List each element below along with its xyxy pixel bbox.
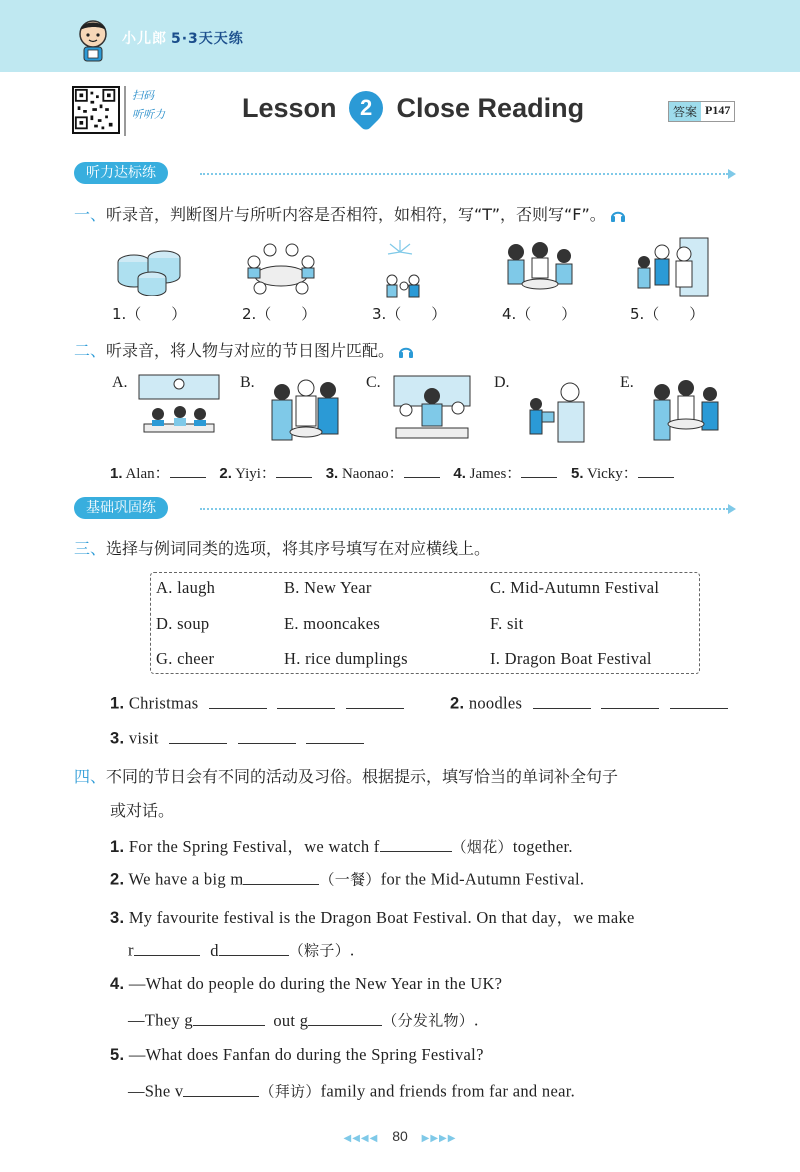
q1-answer-4[interactable]: 4.（ ） (502, 305, 577, 323)
picture-1-drums (112, 240, 190, 296)
question-2-text: 听录音，将人物与对应的节日图片匹配。 (106, 341, 395, 360)
picture-b-family-gathering (266, 374, 346, 446)
scan-to-listen[interactable] (124, 86, 176, 136)
option-b: B. New Year (284, 578, 372, 597)
question-2-prompt (74, 338, 414, 361)
picture-5-visiting-family (630, 236, 710, 298)
answer-reference (668, 101, 735, 122)
q3-item-1: 1. Christmas (110, 692, 404, 714)
answer-blank[interactable] (169, 727, 227, 744)
answer-blank[interactable] (193, 1009, 265, 1026)
question-3-number: 三、 (74, 539, 107, 558)
answer-label: 答案 (669, 102, 701, 121)
q4-sentence-3: 3. My favourite festival is the Dragon Boat Festival. On that day，we make (110, 908, 635, 927)
option-h: H. rice dumplings (284, 649, 408, 668)
right-arrows-icon: ▶▶▶▶ (421, 1133, 457, 1144)
q1-answer-3[interactable]: 3.（ ） (372, 305, 447, 323)
option-d-letter: D. (494, 374, 510, 391)
answer-blank[interactable] (243, 868, 319, 885)
answer-blank[interactable] (209, 692, 267, 709)
option-g: G. cheer (156, 649, 215, 668)
headphones-icon[interactable] (610, 208, 626, 222)
question-3-text: 选择与例词同类的选项，将其序号填写在对应横线上。 (106, 539, 491, 558)
qr-code-icon[interactable] (72, 86, 120, 134)
question-4-prompt-cont: 或对话。 (110, 801, 175, 820)
lesson-word: Lesson (242, 92, 337, 123)
answer-blank[interactable] (601, 692, 659, 709)
question-4-prompt (74, 764, 618, 787)
answer-blank[interactable] (219, 939, 289, 956)
section-basic: 基础巩固练 (74, 497, 168, 519)
divider-arrow-icon (728, 504, 736, 514)
section-listening: 听力达标练 (74, 162, 168, 184)
answer-blank[interactable] (638, 463, 674, 478)
header-wave (0, 50, 800, 90)
answer-blank[interactable] (276, 463, 312, 478)
brand-series: 5·3天天练 (171, 31, 244, 47)
option-b-letter: B. (240, 374, 255, 391)
page-title (242, 88, 584, 128)
answer-blank[interactable] (134, 939, 200, 956)
page-footer (0, 1128, 800, 1144)
match-item[interactable]: 4. James： (453, 466, 557, 482)
picture-3-fireworks (370, 238, 436, 298)
answer-blank[interactable] (670, 692, 728, 709)
headphones-icon[interactable] (398, 344, 414, 358)
picture-c-cooking (392, 374, 472, 446)
question-1-text: 听录音，判断图片与所听内容是否相符，如相符，写“T”，否则写“F”。 (106, 205, 606, 224)
q4-sentence-3-cont: r d （粽子）. (128, 940, 355, 960)
q4-sentence-5: 5. —What does Fanfan do during the Spring Festival? (110, 1045, 484, 1064)
option-c-letter: C. (366, 374, 381, 391)
question-3-prompt (74, 536, 490, 559)
section-divider (200, 173, 728, 175)
q4-sentence-4: 4. —What do people do during the New Year in the UK? (110, 974, 503, 993)
answer-blank[interactable] (404, 463, 440, 478)
q3-item-3: 3. visit (110, 727, 364, 749)
q1-answer-1[interactable]: 1.（ ） (112, 305, 187, 323)
brand-name: 小儿郎 (122, 31, 167, 47)
q4-sentence-4-answer: —They g out g （分发礼物）. (128, 1010, 479, 1030)
page-number: 80 (392, 1128, 408, 1144)
brand (122, 28, 244, 48)
option-a: A. laugh (156, 578, 216, 597)
question-1-number: 一、 (74, 205, 107, 224)
lesson-number: 2 (359, 95, 372, 120)
q1-answer-5[interactable]: 5.（ ） (630, 305, 705, 323)
answer-blank[interactable] (183, 1080, 259, 1097)
option-d: D. soup (156, 614, 210, 633)
picture-e-sharing-food (646, 374, 726, 446)
scan-line-1: 扫码 (132, 89, 154, 102)
q1-answer-2[interactable]: 2.（ ） (242, 305, 317, 323)
divider-arrow-icon (728, 169, 736, 179)
answer-blank[interactable] (308, 1009, 382, 1026)
answer-blank[interactable] (306, 727, 364, 744)
lesson-number-badge (341, 84, 389, 132)
match-item[interactable]: 2. Yiyi： (219, 466, 312, 482)
picture-2-family-dinner (240, 236, 322, 298)
answer-page: P147 (705, 103, 731, 117)
option-a-letter: A. (112, 374, 128, 391)
match-item[interactable]: 5. Vicky： (571, 466, 674, 482)
answer-blank[interactable] (380, 836, 452, 853)
answer-blank[interactable] (521, 463, 557, 478)
question-4-text: 不同的节日会有不同的活动及习俗。根据提示，填写恰当的单词补全句子 (106, 767, 619, 786)
option-c: C. Mid-Autumn Festival (490, 578, 660, 597)
left-arrows-icon: ◀◀◀◀ (343, 1133, 379, 1144)
mascot-icon (74, 18, 112, 64)
match-item[interactable]: 3. Naonao： (326, 466, 440, 482)
question-1-prompt (74, 202, 626, 225)
match-item[interactable]: 1. Alan： (110, 466, 206, 482)
scan-line-2: 听听力 (132, 108, 165, 121)
q4-sentence-2: 2. We have a big m （一餐）for the Mid-Autumn Festival. (110, 869, 585, 889)
picture-d-gift-giving (520, 374, 596, 446)
q3-item-2: 2. noodles (450, 692, 728, 714)
lesson-name: Close Reading (396, 92, 585, 123)
answer-blank[interactable] (170, 463, 206, 478)
answer-blank[interactable] (238, 727, 296, 744)
option-e-letter: E. (620, 374, 634, 391)
answer-blank[interactable] (533, 692, 591, 709)
option-i: I. Dragon Boat Festival (490, 649, 652, 668)
option-e: E. mooncakes (284, 614, 381, 633)
answer-blank[interactable] (277, 692, 335, 709)
q2-match-row (110, 462, 684, 483)
question-4-number: 四、 (74, 767, 107, 786)
option-f: F. sit (490, 614, 524, 633)
picture-4-sharing-food (500, 236, 580, 298)
section-divider (200, 508, 728, 510)
picture-a-festival-dinner (138, 374, 220, 446)
question-2-number: 二、 (74, 341, 107, 360)
q4-sentence-1: 1. For the Spring Festival，we watch f （烟花）together. (110, 837, 573, 856)
answer-blank[interactable] (346, 692, 404, 709)
q4-sentence-5-answer: —She v （拜访）family and friends from far and near. (128, 1081, 576, 1101)
